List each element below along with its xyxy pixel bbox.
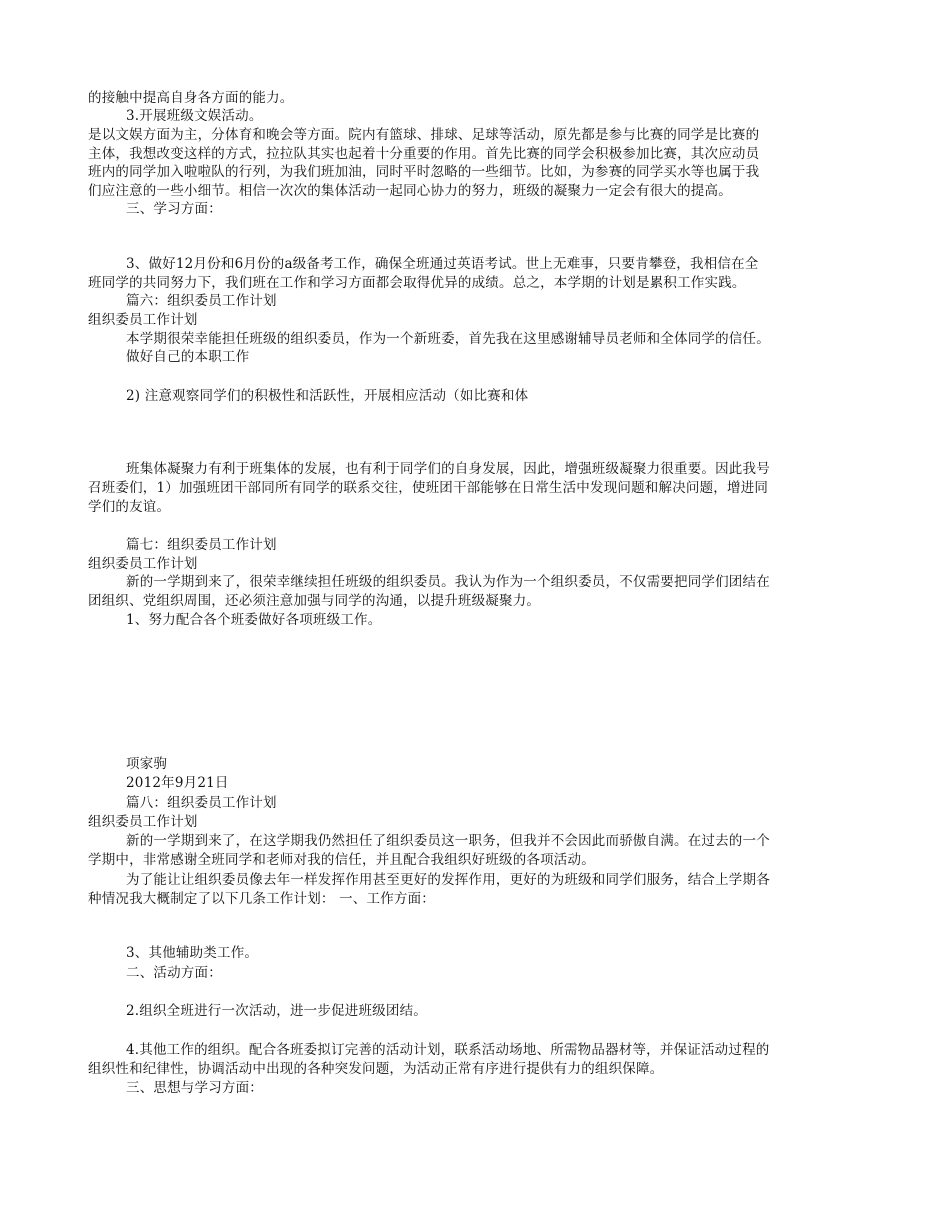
text-line: 班集体凝聚力有利于班集体的发展，也有利于同学们的自身发展，因此，增强班级凝聚力很重要。因此我号 <box>126 461 770 477</box>
text-line: 主体，我想改变这样的方式，拉拉队其实也起着十分重要的作用。首先比赛的同学会积极参加比赛，其次应动员 <box>88 146 760 162</box>
signature-date: 2012年9月21日 <box>126 775 229 791</box>
section-heading: 篇七：组织委员工作计划 <box>126 537 277 553</box>
text-line: 3、做好12月份和6月份的a级备考工作，确保全班通过英语考试。世上无难事，只要肯攀登，我相信在全 <box>126 256 759 272</box>
text-line: 4.其他工作的组织。配合各班委拟订完善的活动计划，联系活动场地、所需物品器材等，并保证活动过程的 <box>126 1042 770 1058</box>
section-heading: 篇八：组织委员工作计划 <box>126 795 277 811</box>
text-line: 2.组织全班进行一次活动，进一步促进班级团结。 <box>126 1003 427 1019</box>
text-line: 2) 注意观察同学们的积极性和活跃性，开展相应活动（如比赛和体 <box>126 388 529 404</box>
text-line: 3.开展班级文娱活动。 <box>126 108 263 124</box>
text-line: 三、学习方面： <box>126 201 222 217</box>
text-line: 3、其他辅助类工作。 <box>126 945 259 961</box>
text-line: 二、活动方面： <box>126 965 222 981</box>
text-line: 团组织、党组织周围，还必须注意加强与同学的沟通，以提升班级凝聚力。 <box>88 593 541 609</box>
text-line: 做好自己的本职工作 <box>126 349 250 365</box>
text-line: 为了能让让组织委员像去年一样发挥作用甚至更好的发挥作用，更好的为班级和同学们服务，结合上学期各 <box>126 872 770 888</box>
text-line: 班内的同学加入啦啦队的行列，为我们班加油，同时平时忽略的一些细节。比如，为参赛的同学买水等也属于我 <box>88 164 760 180</box>
text-line: 学们的友谊。 <box>88 499 171 515</box>
text-line: 1、努力配合各个班委做好各项班级工作。 <box>126 612 382 628</box>
section-title: 组织委员工作计划 <box>88 556 198 572</box>
text-line: 们应注意的一些小细节。相信一次次的集体活动一起同心协力的努力，班级的凝聚力一定会有很大的提高。 <box>88 183 732 199</box>
text-line: 召班委们，1）加强班团干部同所有同学的联系交往，使班团干部能够在日常生活中发现问题和解决问题，增进同 <box>88 480 769 496</box>
signature-name: 项家驹 <box>126 756 168 772</box>
text-line: 本学期很荣幸能担任班级的组织委员，作为一个新班委，首先我在这里感谢辅导员老师和全体同学的信任。 <box>126 331 770 347</box>
section-title: 组织委员工作计划 <box>88 814 198 830</box>
text-line: 学期中，非常感谢全班同学和老师对我的信任，并且配合我组织好班级的各项活动。 <box>88 852 595 868</box>
section-heading: 篇六：组织委员工作计划 <box>126 293 277 309</box>
text-line: 的接触中提高自身各方面的能力。 <box>88 90 294 106</box>
text-line: 组织性和纪律性，协调活动中出现的各种突发问题，为活动正常有序进行提供有力的组织保障。 <box>88 1061 664 1077</box>
text-line: 班同学的共同努力下，我们班在工作和学习方面都会取得优异的成绩。总之，本学期的计划是累积工作实践。 <box>88 275 746 291</box>
text-line: 是以文娱方面为主，分体育和晚会等方面。院内有篮球、排球、足球等活动，原先都是参与比赛的同学是比赛的 <box>88 127 760 143</box>
text-line: 新的一学期到来了，很荣幸继续担任班级的组织委员。我认为作为一个组织委员，不仅需要把同学们团结在 <box>126 574 770 590</box>
text-line: 新的一学期到来了，在这学期我仍然担任了组织委员这一职务，但我并不会因此而骄傲自满。在过去的一个 <box>126 833 770 849</box>
section-title: 组织委员工作计划 <box>88 312 198 328</box>
text-line: 三、思想与学习方面： <box>126 1080 263 1096</box>
text-line: 种情况我大概制定了以下几条工作计划： 一、工作方面： <box>88 891 435 907</box>
